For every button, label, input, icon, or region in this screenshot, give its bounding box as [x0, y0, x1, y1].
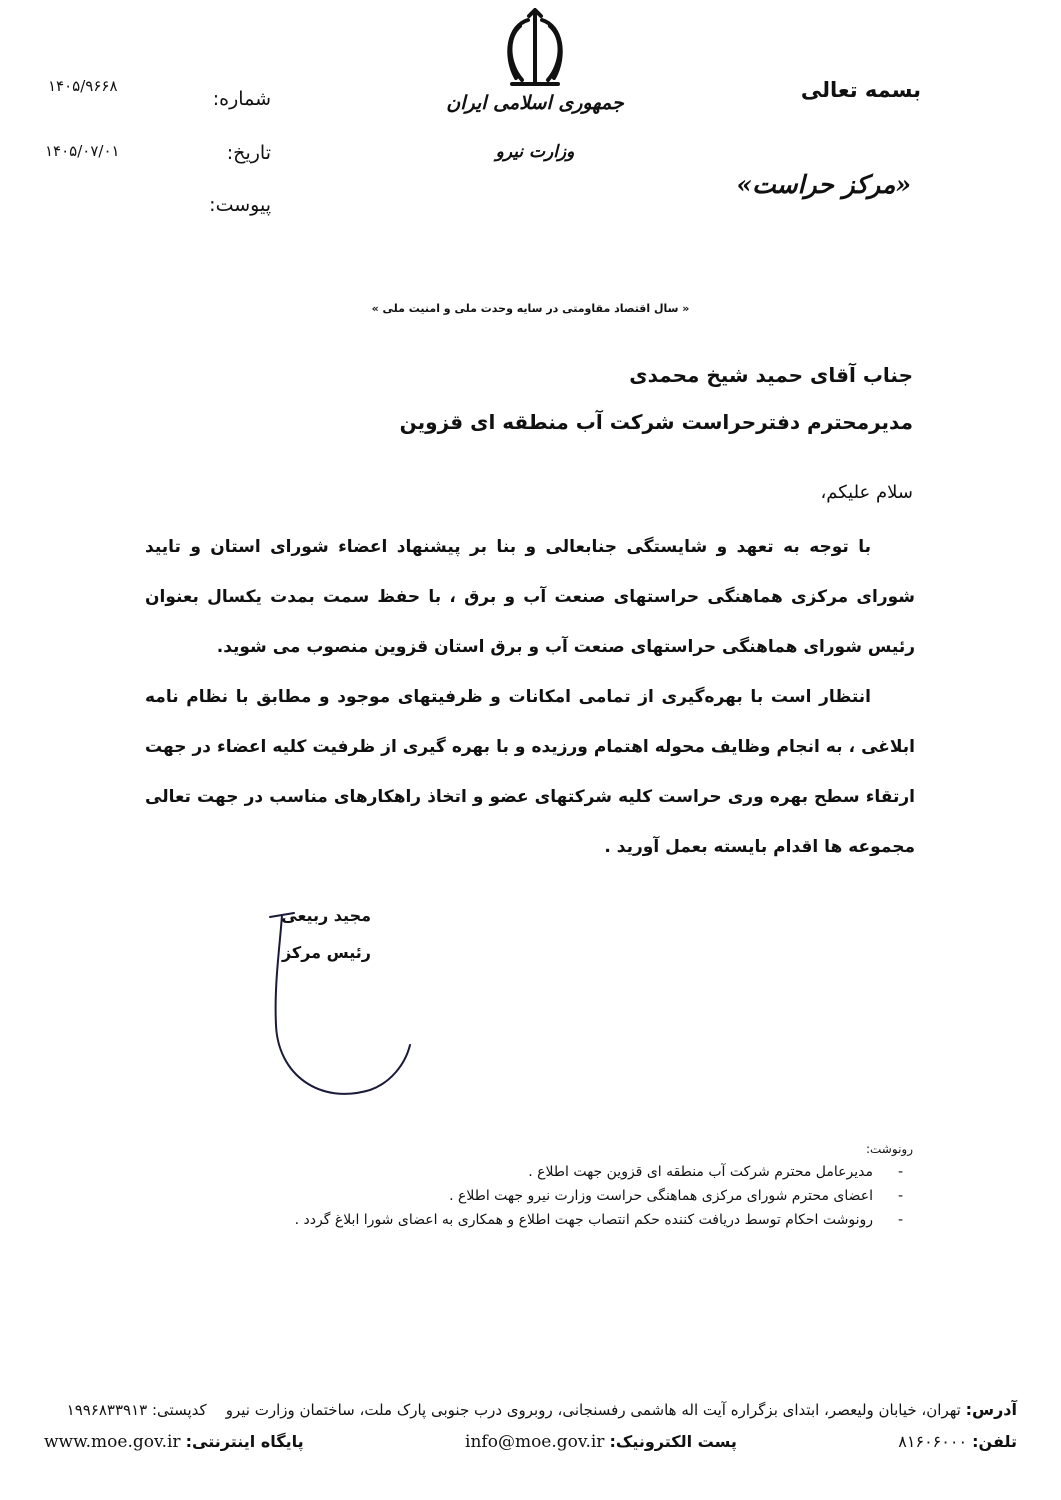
attachment-label: پیوست:: [209, 194, 271, 216]
footer-contacts: [44, 1432, 1017, 1452]
cc-item: - مدیرعامل محترم شرکت آب منطقه ای قزوین جهت اطلاع .: [173, 1160, 873, 1184]
email-link[interactable]: info@moe.gov.ir: [465, 1432, 605, 1452]
letter-paragraph: انتظار است با بهره‌گیری از تمامی امکانات و ظرفیتهای موجود و مطابق با نظام نامه ابلاغی ، به انجام وظایف محوله اهتمام ورزیده و با بهره گیری از ظرفیت کلیه اعضاء در جهت ارتقاء سطح بهره وری حراست کلیه شرکتهای عضو و اتخاذ راهکارهای مناسب در جهت تعالی مجموعه ها اقدام بایسته بعمل آورید .: [145, 687, 915, 857]
number-label: شماره:: [212, 88, 271, 110]
recipient-title: مدیرمحترم دفترحراست شرکت آب منطقه ای قزوین: [399, 410, 913, 434]
signatory-title: رئیس مرکز: [281, 943, 371, 962]
phone-block: [898, 1432, 1017, 1452]
phone-value: ۸۱۶۰۶۰۰۰: [898, 1432, 968, 1451]
letter-paragraph: با توجه به تعهد و شایستگی جنابعالی و بنا بر پیشنهاد اعضاء شورای استان و تایید شورای مرکزی هماهنگی حراستهای صنعت آب و برق ، با حفظ سمت بمدت یکسال بعنوان رئیس شورای هماهنگی حراستهای صنعت آب و برق استان قزوین منصوب می شوید.: [145, 537, 915, 657]
letter-number: ۱۴۰۵/۹۶۶۸: [48, 77, 118, 95]
letter-date: ۱۴۰۵/۰۷/۰۱: [45, 142, 120, 160]
website-label: پایگاه اینترنتی:: [185, 1432, 304, 1451]
basmala-heading: بسمه تعالی: [800, 78, 921, 102]
cc-item: - رونوشت احکام توسط دریافت کننده حکم انتصاب جهت اطلاع و همکاری به اعضای شورا ابلاغ گردد .: [173, 1208, 873, 1232]
date-label: تاریخ:: [226, 142, 271, 164]
cc-item: - اعضای محترم شورای مرکزی هماهنگی حراست وزارت نیرو جهت اطلاع .: [173, 1184, 873, 1208]
year-slogan: « سال اقتصاد مقاومتی در سایه وحدت ملی و امنیت ملی »: [371, 302, 690, 315]
email-block: [465, 1432, 737, 1452]
website-block: [44, 1432, 304, 1452]
letter-body: [145, 522, 915, 872]
ministry-name: وزارت نیرو: [495, 142, 575, 162]
greeting: سلام علیکم،: [820, 482, 913, 503]
handwritten-signature: [260, 905, 420, 1105]
address-text: تهران، خیابان ولیعصر، ابتدای بزگراره آیت اله هاشمی رفسنجانی، روبروی درب جنوبی پارک ملت، ساختمان وزارت نیرو: [225, 1401, 961, 1419]
email-label: پست الکترونیک:: [609, 1432, 737, 1451]
cc-list: [173, 1160, 873, 1232]
phone-label: تلفن:: [972, 1432, 1017, 1451]
website-link[interactable]: www.moe.gov.ir: [44, 1432, 181, 1452]
postal-label: کدپستی:: [152, 1401, 207, 1419]
emblem-icon: [490, 8, 580, 93]
republic-name: جمهوری اسلامی ایران: [446, 92, 624, 114]
address-label: آدرس:: [965, 1400, 1017, 1419]
security-center-name: «مرکز حراست»: [736, 170, 911, 199]
signatory-name: مجید ربیعی: [281, 906, 371, 925]
recipient-name: جناب آقای حمید شیخ محمدی: [629, 363, 913, 387]
footer-address: [37, 1400, 1017, 1419]
cc-title: رونوشت:: [865, 1142, 913, 1156]
postal-code: ۱۹۹۶۸۳۳۹۱۳: [66, 1401, 148, 1419]
